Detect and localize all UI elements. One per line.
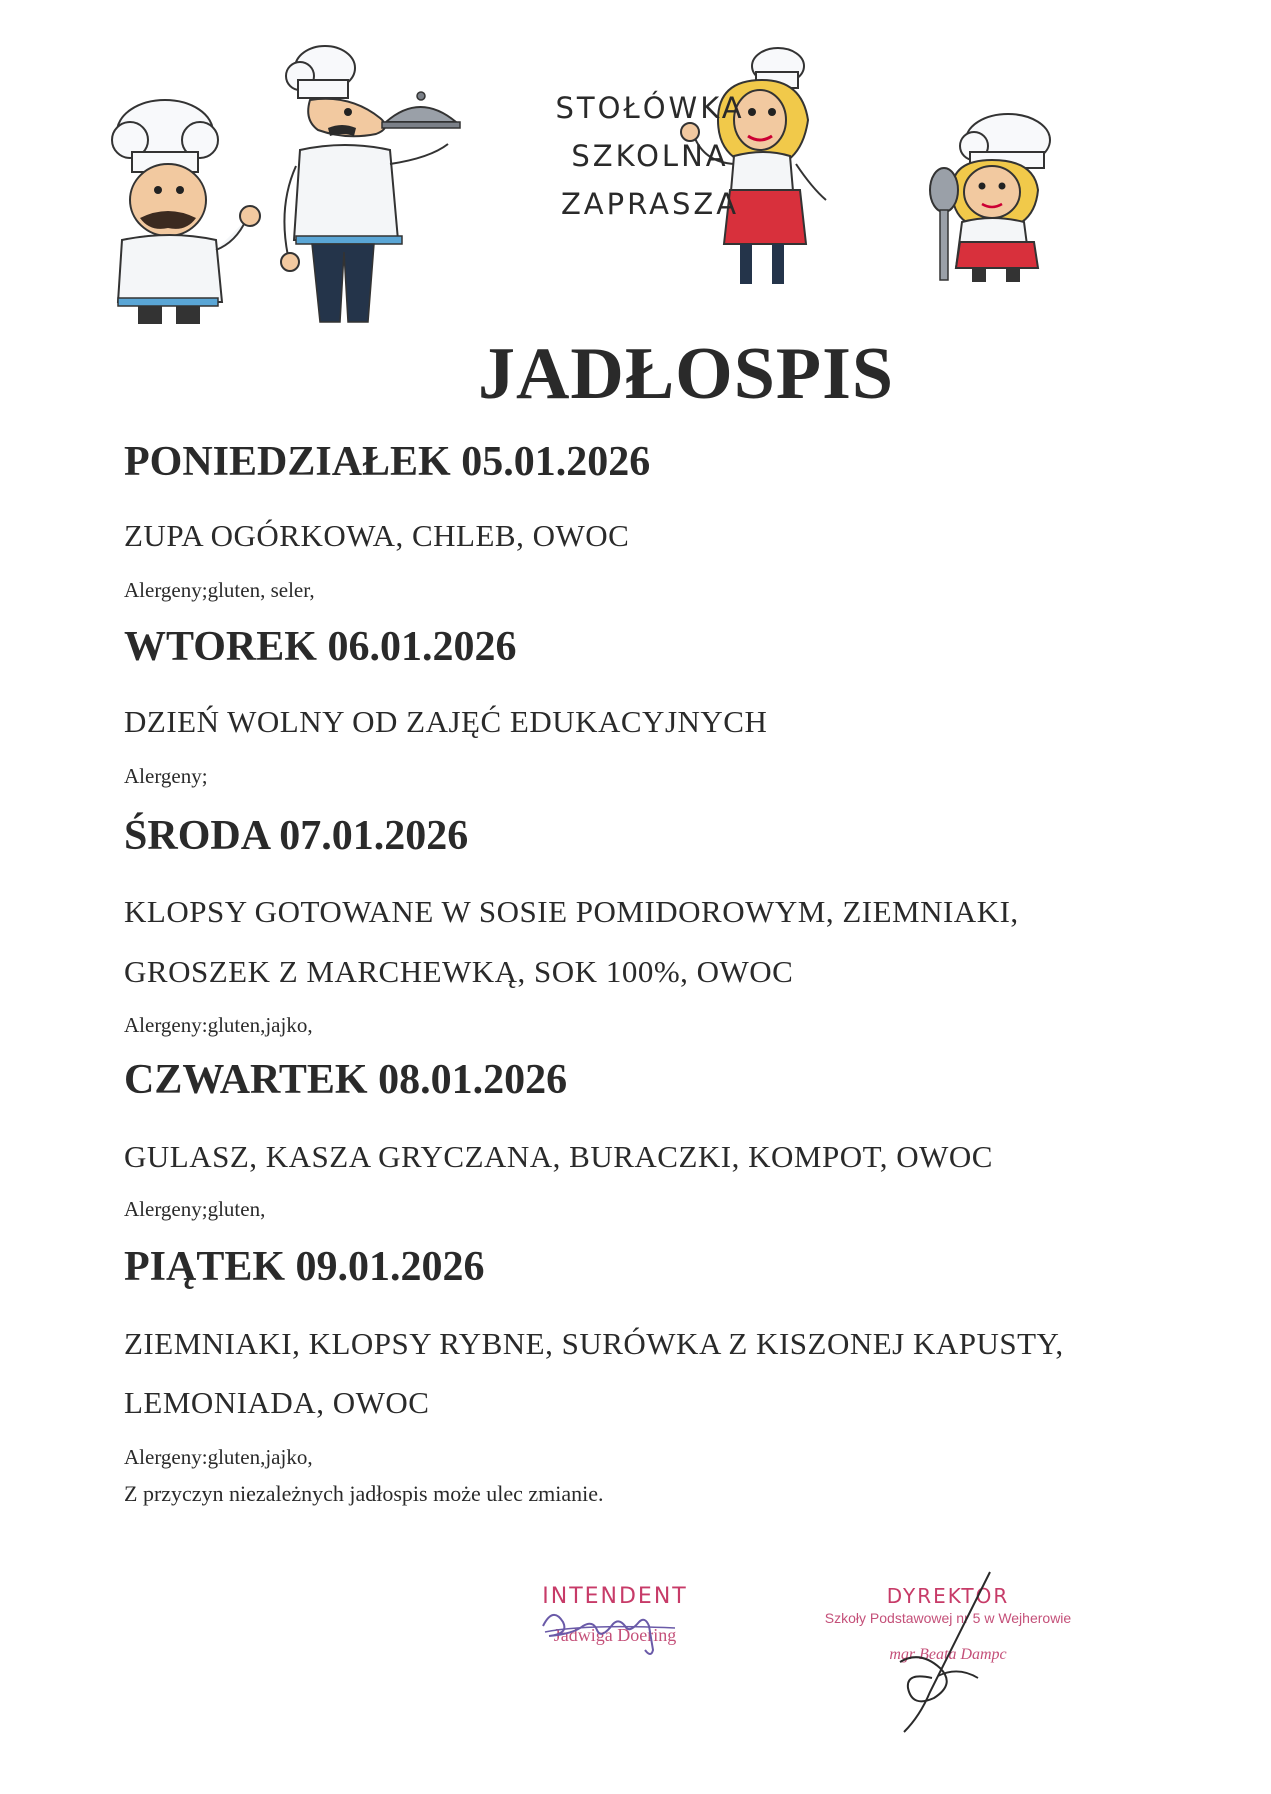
day-heading-wednesday: ŚRODA 07.01.2026 xyxy=(124,813,469,859)
allergen-line: Alergeny:gluten,jajko, xyxy=(124,1445,313,1469)
slogan-line: ZAPRASZA xyxy=(560,187,740,221)
day-heading-friday: PIĄTEK 09.01.2026 xyxy=(124,1244,485,1290)
intendent-signature-icon xyxy=(535,1596,705,1656)
dish-line: GROSZEK Z MARCHEWKĄ, SOK 100%, OWOC xyxy=(124,954,794,989)
slogan xyxy=(500,84,800,228)
dish-line: LEMONIADA, OWOC xyxy=(124,1385,430,1420)
chef-mustache-icon xyxy=(112,100,260,324)
page-title: JADŁOSPIS xyxy=(477,333,895,415)
slogan-line: STOŁÓWKA xyxy=(555,91,745,125)
stamp-title: INTENDENT xyxy=(542,1584,688,1609)
stamp-name: mgr Beata Dampc xyxy=(889,1646,1007,1663)
slogan-line: SZKOLNA xyxy=(571,139,729,173)
allergen-line: Alergeny; xyxy=(124,764,208,788)
allergen-line: Alergeny:gluten,jajko, xyxy=(124,1013,313,1037)
allergen-line: Alergeny;gluten, xyxy=(124,1197,266,1221)
change-note: Z przyczyn niezależnych jadłospis może ulec zmianie. xyxy=(124,1481,604,1506)
dish-line: DZIEŃ WOLNY OD ZAJĘĆ EDUKACYJNYCH xyxy=(124,704,768,739)
dish-line: GULASZ, KASZA GRYCZANA, BURACZKI, KOMPOT, OWOC xyxy=(124,1139,993,1174)
director-signature-icon xyxy=(880,1566,1010,1736)
chef-cloche-icon xyxy=(281,46,460,322)
stamp-title: DYREKTOR xyxy=(886,1584,1010,1608)
stamp-school: Szkoły Podstawowej nr 5 w Wejherowie xyxy=(824,1610,1072,1626)
allergen-line: Alergeny;gluten, seler, xyxy=(124,578,315,602)
stamp-name: Jadwiga Doering xyxy=(553,1625,677,1645)
dish-line: KLOPSY GOTOWANE W SOSIE POMIDOROWYM, ZIEMNIAKI, xyxy=(124,894,1019,929)
dish-line: ZIEMNIAKI, KLOPSY RYBNE, SURÓWKA Z KISZONEJ KAPUSTY, xyxy=(124,1326,1064,1361)
chef-girl-icon xyxy=(930,114,1050,282)
day-heading-thursday: CZWARTEK 08.01.2026 xyxy=(124,1057,568,1103)
day-heading-monday: PONIEDZIAŁEK 05.01.2026 xyxy=(124,439,651,485)
dish-line: ZUPA OGÓRKOWA, CHLEB, OWOC xyxy=(124,518,630,553)
day-heading-tuesday: WTOREK 06.01.2026 xyxy=(124,624,517,670)
